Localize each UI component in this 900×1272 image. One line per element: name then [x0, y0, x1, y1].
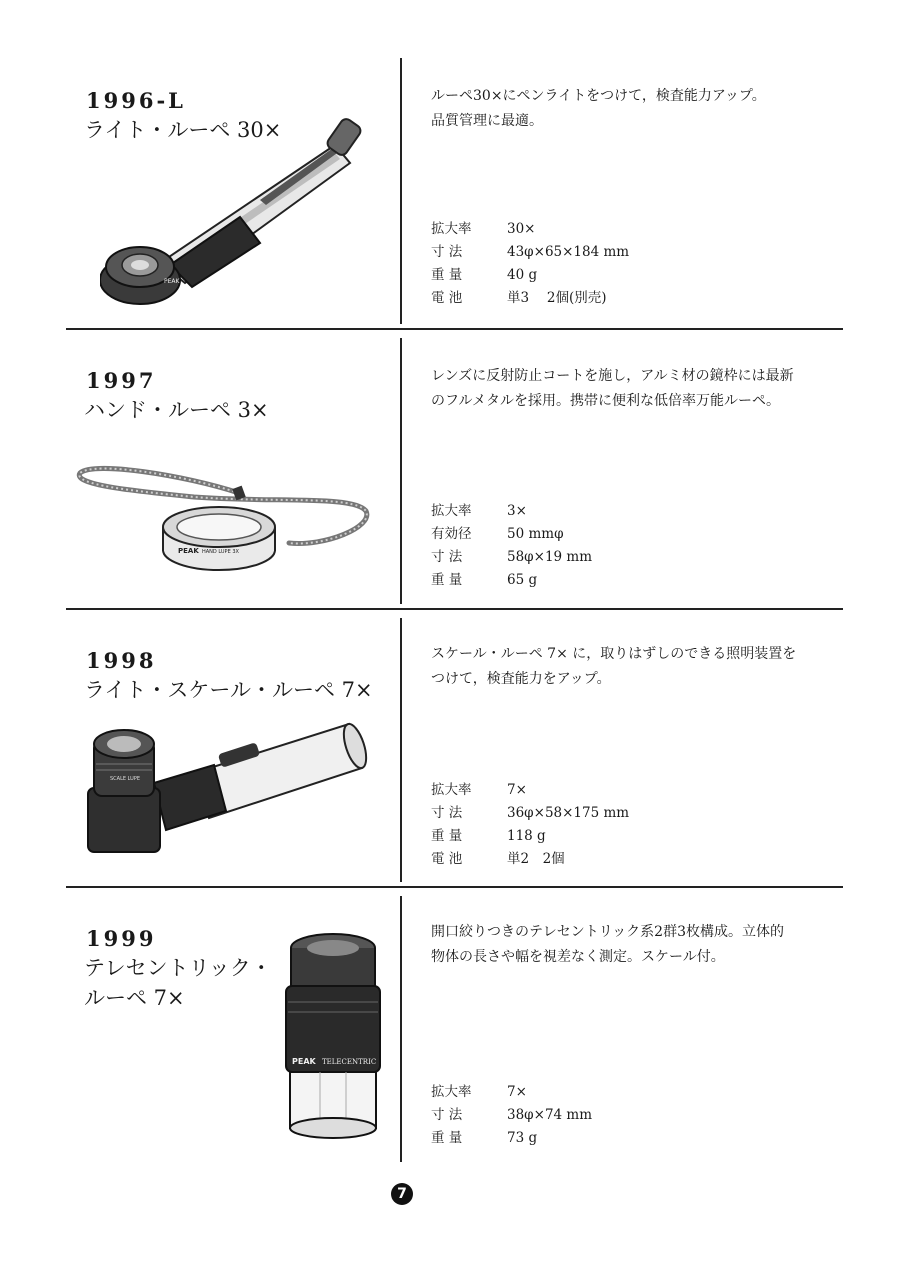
product-description	[431, 642, 841, 692]
spec-row	[431, 287, 629, 310]
spec-row	[431, 241, 629, 264]
light-scale-lupe-image	[84, 718, 369, 858]
spec-label: 拡大率	[431, 1084, 472, 1100]
lupe-brand-text: PEAK	[292, 1057, 316, 1066]
section-divider-1	[66, 328, 843, 330]
spec-table	[431, 779, 629, 871]
scale-lupe-body	[88, 730, 160, 852]
spec-row	[431, 1127, 592, 1150]
spec-label: 重 量	[431, 267, 463, 283]
section-divider-3	[66, 886, 843, 888]
product-description	[431, 364, 841, 414]
spec-label: 寸 法	[431, 1107, 463, 1123]
spec-table	[431, 218, 629, 310]
spec-row	[431, 779, 629, 802]
product-description	[431, 84, 841, 134]
spec-value: 7×	[507, 1084, 527, 1100]
spec-row	[431, 500, 592, 523]
description-line: 物体の長さや幅を視差なく測定。スケール付。	[431, 949, 725, 965]
product-name	[84, 675, 373, 705]
product-code: 1997	[86, 368, 157, 393]
spec-label: 寸 法	[431, 805, 463, 821]
spec-label: 拡大率	[431, 221, 472, 237]
product-code: 1999	[86, 926, 157, 951]
lupe-ring	[163, 507, 275, 570]
column-divider-3	[400, 618, 402, 882]
spec-value: 65 g	[507, 572, 538, 588]
lupe-model-text: HAND LUPE 3X	[202, 549, 239, 555]
lupe-brand-text: SCALE LUPE	[110, 776, 140, 782]
spec-row	[431, 264, 629, 287]
product-code: 1998	[86, 648, 157, 673]
product-name-line: ハンド・ルーペ 3×	[84, 398, 269, 422]
description-line: レンズに反射防止コートを施し，アルミ材の鏡枠には最新	[431, 368, 794, 384]
description-line: スケール・ルーペ 7× に，取りはずしのできる照明装置を	[431, 646, 797, 662]
telecentric-lupe-body	[286, 934, 380, 1138]
product-name-line: ルーペ 7×	[84, 986, 185, 1010]
product-code: 1996-L	[86, 88, 186, 113]
spec-table	[431, 500, 592, 592]
spec-value: 38φ×74 mm	[507, 1107, 593, 1123]
spec-value: 単3 2個(別売)	[507, 290, 607, 306]
spec-label: 拡大率	[431, 782, 472, 798]
spec-value: 単2 2個	[507, 851, 565, 867]
spec-value: 7×	[507, 782, 527, 798]
product-name-line: ライト・スケール・ルーペ 7×	[84, 678, 373, 702]
telecentric-lupe-image	[278, 930, 388, 1142]
spec-row	[431, 848, 629, 871]
page-number-badge: 7	[391, 1183, 413, 1205]
spec-row	[431, 569, 592, 592]
spec-value: 73 g	[507, 1130, 538, 1146]
spec-label: 有効径	[431, 526, 472, 542]
spec-row	[431, 1104, 592, 1127]
lupe-head	[100, 247, 181, 304]
hand-lupe-image	[74, 455, 374, 575]
spec-value: 118 g	[507, 828, 546, 844]
description-line: のフルメタルを採用。携帯に便利な低倍率万能ルーペ。	[431, 393, 781, 409]
column-divider-4	[400, 896, 402, 1162]
spec-row	[431, 825, 629, 848]
description-line: 品質管理に最適。	[431, 113, 543, 129]
product-description	[431, 920, 841, 970]
spec-row	[431, 1081, 592, 1104]
spec-table	[431, 1081, 592, 1150]
column-divider-1	[400, 58, 402, 324]
spec-value: 36φ×58×175 mm	[507, 805, 630, 821]
description-line: 開口絞りつきのテレセントリック系2群3枚構成。立体的	[431, 924, 784, 940]
lupe-brand-text: PEAK	[164, 278, 180, 285]
spec-value: 3×	[507, 503, 527, 519]
spec-row	[431, 802, 629, 825]
description-line: つけて，検査能力をアップ。	[431, 671, 611, 687]
section-divider-2	[66, 608, 843, 610]
spec-value: 40 g	[507, 267, 538, 283]
spec-label: 拡大率	[431, 503, 472, 519]
description-line: ルーペ30×にペンライトをつけて，検査能力アップ。	[431, 88, 766, 104]
spec-label: 寸 法	[431, 549, 463, 565]
spec-label: 重 量	[431, 572, 463, 588]
spec-label: 重 量	[431, 1130, 463, 1146]
light-tube	[154, 721, 369, 830]
column-divider-2	[400, 338, 402, 604]
light-lupe-pen-image	[100, 115, 370, 315]
product-name-line: テレセントリック・	[84, 956, 272, 980]
spec-value: 58φ×19 mm	[507, 549, 593, 565]
spec-row	[431, 546, 592, 569]
product-name	[84, 953, 272, 1013]
spec-label: 電 池	[431, 290, 463, 306]
spec-value: 30×	[507, 221, 536, 237]
lupe-brand-text: PEAK	[178, 547, 199, 555]
spec-row	[431, 218, 629, 241]
penlight-body	[160, 117, 363, 287]
product-name-line: ライト・ルーペ 30×	[84, 118, 282, 142]
spec-value: 50 mmφ	[507, 526, 564, 542]
spec-row	[431, 523, 592, 546]
spec-label: 重 量	[431, 828, 463, 844]
product-name	[84, 395, 269, 425]
spec-label: 電 池	[431, 851, 463, 867]
spec-value: 43φ×65×184 mm	[507, 244, 630, 260]
lupe-model-text: TELECENTRIC	[322, 1058, 377, 1066]
spec-label: 寸 法	[431, 244, 463, 260]
